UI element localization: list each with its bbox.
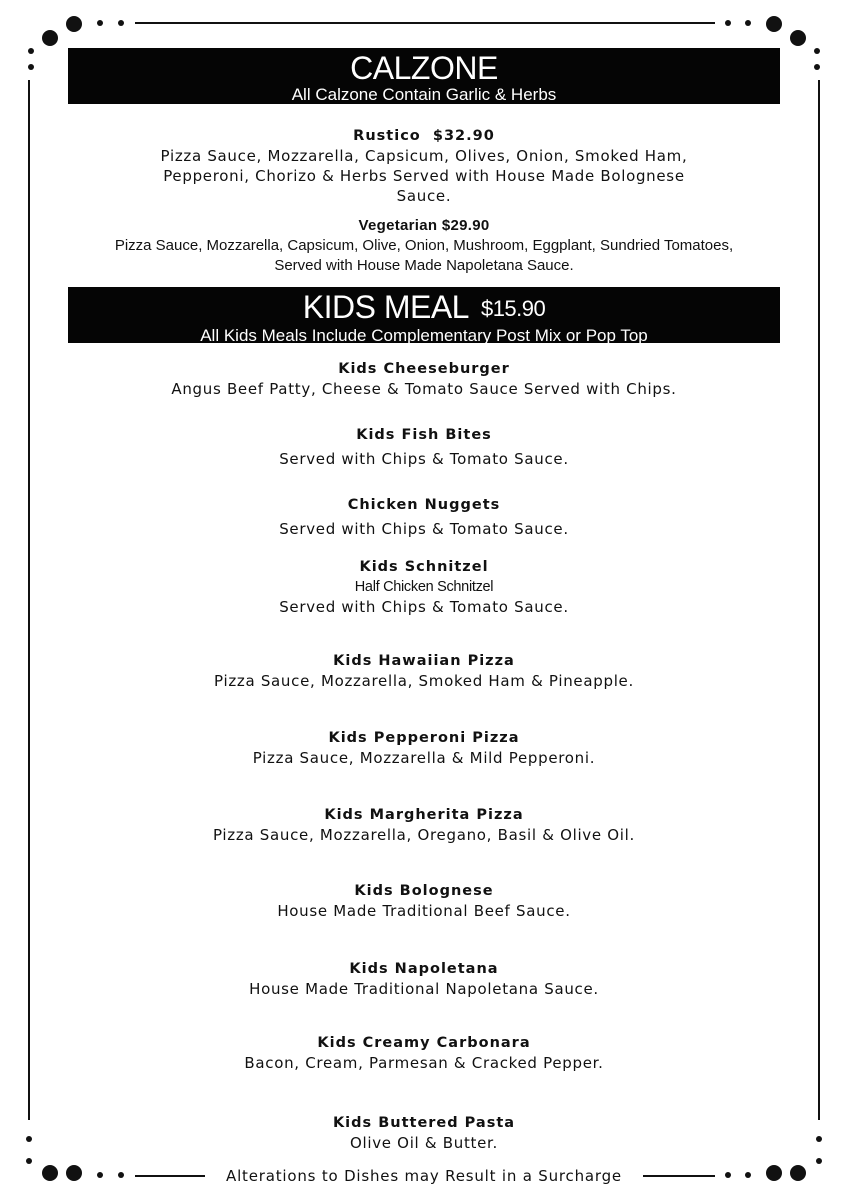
- menu-item-kids-bolognese: [0, 881, 848, 921]
- menu-item-description-line: Pizza Sauce, Mozzarella, Capsicum, Olive, Onion, Mushroom, Eggplant, Sundried Tomatoes,: [114, 237, 734, 254]
- calzone-title: CALZONE: [350, 50, 498, 86]
- menu-item-name: Kids Napoletana: [349, 961, 499, 977]
- menu-item-kids-creamy-carbonara: [0, 1033, 848, 1073]
- menu-item-name: Kids Pepperoni Pizza: [328, 730, 520, 746]
- corner-dot: [66, 16, 82, 32]
- menu-item-description: [0, 236, 848, 276]
- menu-item-description: Bacon, Cream, Parmesan & Cracked Pepper.: [244, 1054, 604, 1072]
- corner-dot: [26, 1158, 32, 1164]
- kids-meal-subtitle: All Kids Meals Include Complementary Post Mix or Pop Top: [200, 326, 648, 345]
- corner-dot: [766, 16, 782, 32]
- kids-meal-title: [68, 287, 780, 326]
- menu-item-description: Served with Chips & Tomato Sauce.: [279, 598, 569, 616]
- corner-dot: [97, 20, 103, 26]
- menu-item-kids-cheeseburger: [0, 359, 848, 399]
- menu-item-kids-buttered-pasta: [0, 1113, 848, 1153]
- menu-item-name: [0, 216, 848, 236]
- calzone-section-header: [68, 48, 780, 104]
- menu-item-description: Served with Chips & Tomato Sauce.: [279, 520, 569, 538]
- top-border-line: [135, 22, 715, 24]
- surcharge-note: [0, 1165, 848, 1187]
- kids-meal-title-text: KIDS MEAL: [302, 289, 469, 325]
- calzone-subtitle: All Calzone Contain Garlic & Herbs: [291, 85, 557, 104]
- menu-item-name: Chicken Nuggets: [347, 497, 501, 513]
- menu-item-kids-fish-bites: [0, 425, 848, 469]
- corner-dot: [816, 1158, 822, 1164]
- menu-item-description: Pizza Sauce, Mozzarella, Oregano, Basil & Olive Oil.: [212, 826, 635, 844]
- menu-item-name: Kids Cheeseburger: [338, 361, 510, 377]
- menu-item-description: House Made Traditional Napoletana Sauce.: [249, 980, 599, 998]
- menu-item-description: Pizza Sauce, Mozzarella, Capsicum, Olives, Onion, Smoked Ham, Pepperoni, Chorizo & Herbs Served with House Made Bolognese Sauce.: [160, 147, 688, 205]
- menu-item-kids-schnitzel: [0, 557, 848, 617]
- corner-dot: [28, 48, 34, 54]
- menu-item-description: Pizza Sauce, Mozzarella & Mild Pepperoni.: [252, 749, 596, 767]
- menu-item-kids-pepperoni-pizza: [0, 728, 848, 768]
- surcharge-note-text: Alterations to Dishes may Result in a Surcharge: [222, 1167, 626, 1185]
- menu-item-name: Kids Margherita Pizza: [324, 807, 524, 823]
- menu-item-description: Pizza Sauce, Mozzarella, Smoked Ham & Pineapple.: [214, 672, 634, 690]
- menu-item-name: Kids Fish Bites: [356, 427, 492, 443]
- corner-dot: [745, 20, 751, 26]
- kids-meal-section-header: [68, 287, 780, 343]
- menu-item-description: Olive Oil & Butter.: [349, 1134, 499, 1152]
- menu-item-name: Kids Buttered Pasta: [332, 1115, 516, 1131]
- menu-item-vegetarian: [0, 216, 848, 276]
- menu-item-title: Vegetarian: [358, 217, 438, 234]
- menu-item-description-line: Served with House Made Napoletana Sauce.: [274, 257, 574, 274]
- menu-item-name: Kids Hawaiian Pizza: [333, 653, 515, 669]
- menu-item-name: [0, 126, 848, 146]
- menu-item-name: Kids Bolognese: [354, 883, 494, 899]
- menu-item-kids-margherita-pizza: [0, 805, 848, 845]
- menu-item-rustico: [0, 126, 848, 206]
- menu-item-name: Kids Schnitzel: [359, 559, 489, 575]
- menu-item-subline: Half Chicken Schnitzel: [354, 579, 494, 595]
- menu-item-kids-hawaiian-pizza: [0, 651, 848, 691]
- menu-item-title: Rustico: [353, 128, 421, 144]
- menu-item-price: $29.90: [441, 217, 490, 234]
- menu-item-description: House Made Traditional Beef Sauce.: [277, 902, 571, 920]
- corner-dot: [725, 20, 731, 26]
- corner-dot: [28, 64, 34, 70]
- corner-dot: [814, 48, 820, 54]
- menu-item-kids-napoletana: [0, 959, 848, 999]
- menu-item-price: $32.90: [432, 128, 495, 144]
- menu-item-chicken-nuggets: [0, 495, 848, 539]
- menu-item-name: Kids Creamy Carbonara: [317, 1035, 531, 1051]
- corner-dot: [790, 30, 806, 46]
- kids-meal-price: $15.90: [480, 296, 546, 321]
- corner-dot: [814, 64, 820, 70]
- menu-item-description: Angus Beef Patty, Cheese & Tomato Sauce Served with Chips.: [171, 380, 677, 398]
- corner-dot: [118, 20, 124, 26]
- menu-item-description: Served with Chips & Tomato Sauce.: [279, 450, 569, 468]
- corner-dot: [42, 30, 58, 46]
